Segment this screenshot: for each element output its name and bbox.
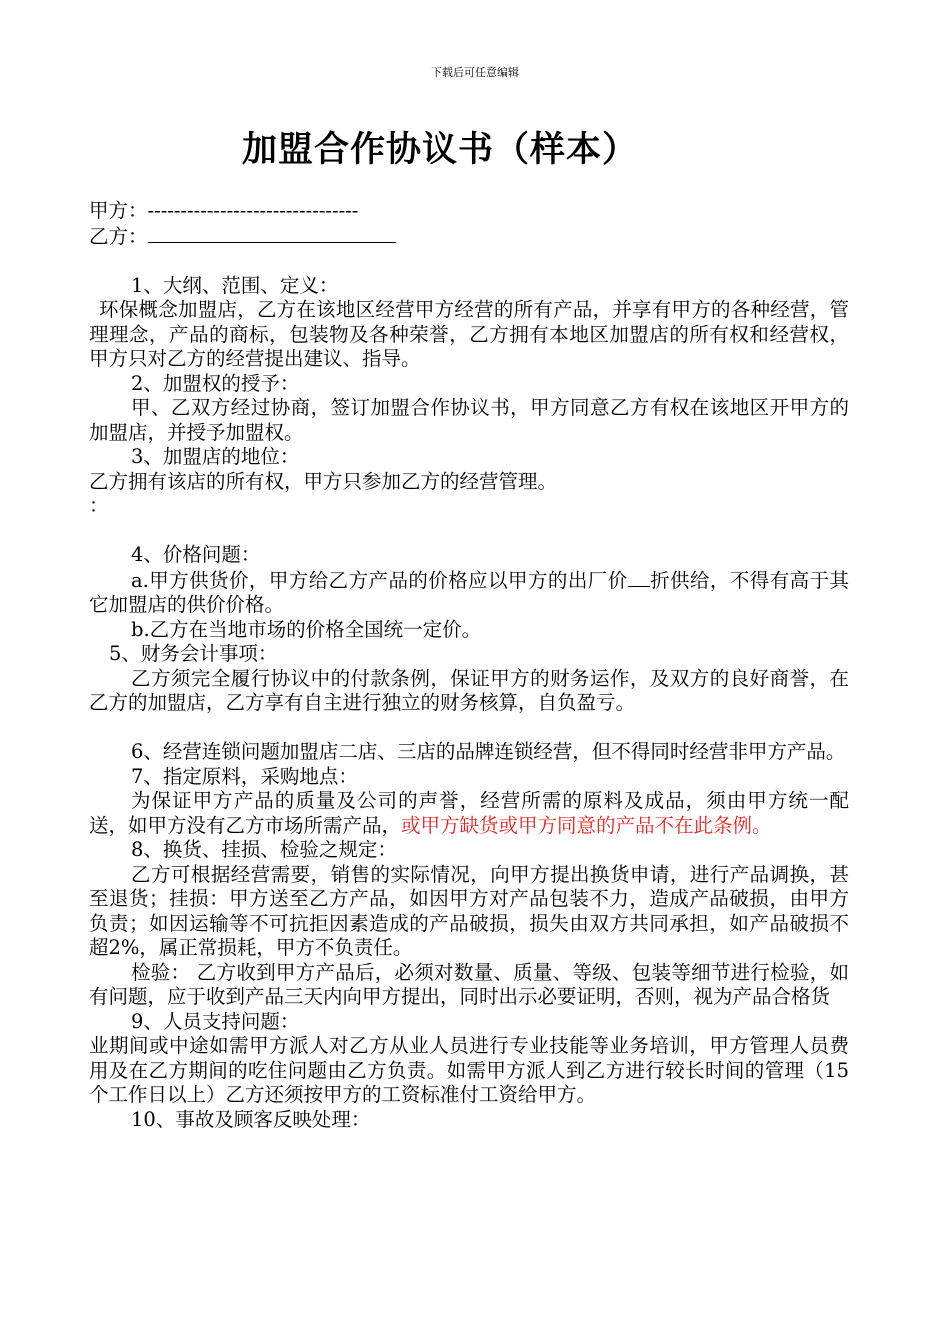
party-a-line	[89, 199, 849, 224]
section-8-heading: 8、换货、挂损、检验之规定：	[131, 838, 397, 861]
party-b-label: 乙方：	[89, 224, 148, 248]
section-6-body: 6、经营连锁问题加盟店二店、三店的品牌连锁经营，但不得同时经营非甲方产品。	[131, 740, 846, 763]
spacer	[89, 249, 849, 274]
section-3-heading: 3、加盟店的地位：	[131, 445, 300, 468]
section-8-body-1: 乙方可根据经营需要，销售的实际情况，向甲方提出换货申请，进行产品调换，甚至退货；挂损：甲方送至乙方产品，如因甲方对产品包装不力，造成产品破损，由甲方负责；如因运输等不可抗拒因素造成的产品破损，损失由双方共同承担，如产品破损不超2%，属正常损耗，甲方不负责任。	[89, 862, 849, 959]
section-4-b: b.乙方在当地市场的价格全国统一定价。	[131, 617, 482, 641]
section-2-heading: 2、加盟权的授予：	[131, 371, 300, 395]
section-7-body	[89, 789, 849, 838]
section-5-body: 乙方须完全履行协议中的付款条例，保证甲方的财务运作，及双方的良好商誉，在乙方的加盟店，乙方享有自主进行独立的财务核算，自负盈亏。	[89, 666, 849, 714]
section-2-body: 甲、乙双方经过协商，签订加盟合作协议书，甲方同意乙方有权在该地区开甲方的加盟店，并授予加盟权。	[89, 396, 849, 444]
section-9-body: 业期间或中途如需甲方派人对乙方从业人员进行专业技能等业务培训，甲方管理人员费用及在乙方期间的吃住问题由乙方负责。如需甲方派人到乙方进行较长时间的管理（15个工作日以上）乙方还须按甲方的工资标准付工资给甲方。	[89, 1034, 849, 1106]
spacer	[89, 519, 849, 544]
section-4-a	[89, 568, 849, 618]
section-1-body: 环保概念加盟店，乙方在该地区经营甲方经营的所有产品，并享有甲方的各种经营，管理理念，产品的商标，包装物及各种荣誉，乙方拥有本地区加盟店的所有权和经营权，甲方只对乙方的经营提出建议、指导。	[89, 298, 849, 370]
section-7-body-red: 或甲方缺货或甲方同意的产品不在此条例。	[401, 813, 772, 837]
section-7-heading: 7、指定原料，采购地点：	[131, 764, 358, 788]
spacer	[89, 716, 849, 741]
section-3-body: 乙方拥有该店的所有权，甲方只参加乙方的经营管理。	[89, 469, 558, 493]
section-5-heading: 5、财务会计事项：	[109, 642, 278, 665]
section-4-heading: 4、价格问题：	[131, 543, 261, 566]
stray-colon: ：	[89, 494, 109, 517]
section-4-a-after: 折供给，不得有高于其它加盟店的供价价格。	[89, 568, 849, 616]
section-7-body-text: 为保证甲方产品的质量及公司的声誉，经营所需的原料及成品，须由甲方统一配送，如甲方没有乙方市场所需产品，	[89, 789, 849, 837]
section-8-body-2: 检验： 乙方收到甲方产品后，必须对数量、质量、等级、包装等细节进行检验，如有问题，应于收到产品三天内向甲方提出，同时出示必要证明，否则，视为产品合格货	[89, 960, 849, 1008]
party-b-line	[89, 224, 849, 250]
section-4-a-before: a.甲方供货价，甲方给乙方产品的价格应以甲方的出厂价	[131, 568, 628, 592]
party-a-label: 甲方：	[89, 199, 148, 222]
section-1-heading: 1、大纲、范围、定义：	[131, 273, 339, 297]
header-note: 下载后可任意编辑	[431, 66, 519, 79]
party-b-blank	[148, 224, 396, 243]
section-10-heading: 10、事故及顾客反映处理：	[131, 1107, 371, 1131]
document-title: 加盟合作协议书（样本）	[241, 129, 638, 170]
document-body	[89, 199, 849, 1132]
party-a-fill: --------------------------------	[147, 199, 359, 222]
section-9-heading: 9、人员支持问题：	[131, 1009, 300, 1033]
discount-blank	[628, 568, 650, 587]
